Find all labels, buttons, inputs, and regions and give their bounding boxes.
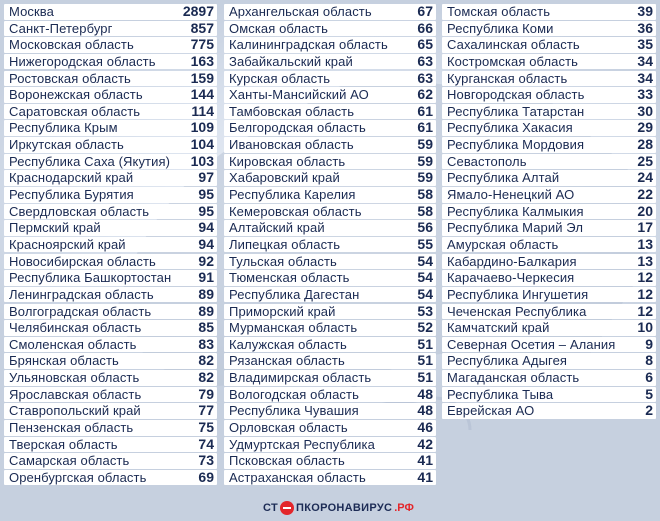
region-name: Приморский край [229,303,336,319]
region-row [4,254,217,270]
case-count: 95 [198,202,214,219]
region-row [4,403,217,419]
case-count: 22 [637,186,653,203]
region-row [442,254,656,270]
region-row [4,120,217,136]
case-count: 2 [645,402,653,419]
region-name: Республика Карелия [229,187,356,203]
case-count: 94 [198,219,214,236]
region-row [4,220,217,236]
region-name: Брянская область [9,353,119,369]
region-name: Чеченская Республика [447,303,587,319]
region-row [224,187,436,203]
region-row [4,320,217,336]
region-name: Белгородская область [229,120,366,136]
case-count: 12 [637,269,653,286]
case-count: 77 [198,402,214,419]
region-row [224,453,436,469]
region-row [4,387,217,403]
case-count: 34 [637,52,653,69]
region-name: Хабаровский край [229,170,340,186]
region-name: Магаданская область [447,370,580,386]
case-count: 89 [198,302,214,319]
region-name: Липецкая область [229,236,341,252]
region-name: Пермский край [9,220,101,236]
region-name: Республика Тыва [447,386,554,402]
region-row [4,204,217,220]
case-count: 63 [417,69,433,86]
case-count: 28 [637,136,653,153]
region-row [224,304,436,320]
column-3 [442,4,656,420]
region-name: Рязанская область [229,353,345,369]
case-count: 25 [637,152,653,169]
case-count: 12 [637,302,653,319]
case-count: 51 [417,369,433,386]
case-count: 51 [417,335,433,352]
region-row [442,237,656,253]
case-count: 59 [417,136,433,153]
region-row [224,54,436,70]
region-row [4,154,217,170]
case-count: 775 [190,36,214,53]
region-name: Владимирская область [229,370,372,386]
case-count: 20 [637,202,653,219]
case-count: 54 [417,285,433,302]
region-row [224,21,436,37]
region-row [442,21,656,37]
region-name: Тамбовская область [229,103,355,119]
region-name: Новгородская область [447,87,585,103]
region-row [442,154,656,170]
region-row [442,204,656,220]
case-count: 48 [417,402,433,419]
region-row [442,370,656,386]
case-count: 67 [417,3,433,19]
region-name: Республика Калмыкия [447,203,584,219]
region-row [4,370,217,386]
case-count: 9 [645,335,653,352]
region-row [224,154,436,170]
region-name: Северная Осетия – Алания [447,336,616,352]
region-row [442,137,656,153]
region-name: Карачаево-Черкесия [447,270,575,286]
case-count: 51 [417,352,433,369]
region-name: Республика Дагестан [229,286,360,302]
case-count: 10 [637,319,653,336]
case-count: 114 [191,102,214,119]
case-count: 36 [637,19,653,36]
case-count: 55 [417,235,433,252]
region-name: Ямало-Ненецкий АО [447,187,575,203]
region-row [4,71,217,87]
region-name: Республика Коми [447,20,554,36]
case-count: 12 [637,285,653,302]
region-name: Челябинская область [9,320,142,336]
case-count: 34 [637,69,653,86]
case-count: 82 [198,352,214,369]
region-name: Волгоградская область [9,303,152,319]
region-name: Калининградская область [229,37,388,53]
case-count: 97 [198,169,214,186]
region-name: Сахалинская область [447,37,580,53]
region-row [4,470,217,486]
case-count: 61 [417,102,433,119]
region-name: Орловская область [229,420,348,436]
region-name: Омская область [229,20,328,36]
case-count: 61 [417,119,433,136]
case-count: 13 [637,235,653,252]
region-row [4,87,217,103]
region-row [224,104,436,120]
region-name: Калужская область [229,336,347,352]
region-name: Республика Крым [9,120,118,136]
region-row [4,353,217,369]
region-name: Томская область [447,4,551,19]
region-name: Вологодская область [229,386,359,402]
case-count: 91 [198,269,214,286]
case-count: 66 [417,19,433,36]
region-name: Астраханская область [229,469,366,485]
region-name: Новосибирская область [9,253,156,269]
region-name: Ивановская область [229,137,354,153]
region-name: Санкт-Петербург [9,20,113,36]
region-name: Республика Адыгея [447,353,568,369]
case-count: 17 [637,219,653,236]
case-count: 104 [190,136,214,153]
region-name: Республика Мордовия [447,137,585,153]
case-count: 13 [637,252,653,269]
region-row [224,71,436,87]
region-name: Ханты-Мансийский АО [229,87,369,103]
region-name: Кировская область [229,153,346,169]
region-row [442,54,656,70]
region-name: Республика Башкортостан [9,270,172,286]
region-row [224,420,436,436]
region-name: Курганская область [447,70,568,86]
region-name: Ульяновская область [9,370,140,386]
case-count: 92 [198,252,214,269]
region-name: Кабардино-Балкария [447,253,577,269]
region-name: Республика Ингушетия [447,286,589,302]
case-count: 109 [190,119,214,136]
case-count: 89 [198,285,214,302]
case-count: 39 [637,3,653,19]
region-row [442,337,656,353]
case-count: 144 [190,86,214,103]
case-count: 41 [417,468,433,485]
region-row [224,220,436,236]
case-count: 54 [417,252,433,269]
region-name: Еврейская АО [447,403,535,419]
case-count: 75 [198,419,214,436]
region-row [4,37,217,53]
region-name: Ленинградская область [9,286,154,302]
region-name: Республика Хакасия [447,120,573,136]
case-count: 24 [637,169,653,186]
case-count: 65 [417,36,433,53]
region-row [442,4,656,20]
region-name: Иркутская область [9,137,124,153]
region-row [4,137,217,153]
region-name: Архангельская область [229,4,372,19]
region-name: Московская область [9,37,134,53]
region-row [4,104,217,120]
region-row [442,220,656,236]
region-name: Республика Бурятия [9,187,134,203]
region-row [4,54,217,70]
stop-sign-icon [280,501,294,515]
region-row [224,254,436,270]
case-count: 5 [645,385,653,402]
case-count: 73 [198,452,214,469]
case-count: 79 [198,385,214,402]
case-count: 6 [645,369,653,386]
case-count: 857 [190,19,214,36]
case-count: 2897 [182,3,214,19]
case-count: 74 [198,435,214,452]
region-name: Пензенская область [9,420,134,436]
case-count: 58 [417,202,433,219]
region-name: Нижегородская область [9,53,156,69]
case-count: 41 [417,452,433,469]
case-count: 59 [417,152,433,169]
brand-text-domain: .РФ [394,502,414,514]
case-count: 42 [417,435,433,452]
case-count: 8 [645,352,653,369]
region-name: Красноярский край [9,236,126,252]
region-name: Костромская область [447,53,579,69]
stopcoronavirus-logo [263,498,414,518]
region-name: Республика Саха (Якутия) [9,153,171,169]
region-row [4,270,217,286]
region-name: Самарская область [9,453,130,469]
region-row [442,320,656,336]
case-count: 29 [637,119,653,136]
region-row [224,137,436,153]
region-row [442,353,656,369]
region-row [224,270,436,286]
case-count: 46 [417,419,433,436]
region-row [442,71,656,87]
region-row [224,237,436,253]
case-count: 82 [198,369,214,386]
case-count: 52 [417,319,433,336]
region-row [442,37,656,53]
region-name: Республика Татарстан [447,103,585,119]
region-name: Свердловская область [9,203,150,219]
region-row [224,353,436,369]
region-name: Амурская область [447,236,559,252]
region-name: Курская область [229,70,331,86]
region-row [442,270,656,286]
region-row [224,120,436,136]
region-name: Алтайский край [229,220,325,236]
region-row [4,337,217,353]
region-row [224,437,436,453]
region-name: Забайкальский край [229,53,353,69]
region-row [4,287,217,303]
region-name: Тверская область [9,436,118,452]
case-count: 59 [417,169,433,186]
case-count: 63 [417,52,433,69]
case-count: 159 [190,69,214,86]
column-1 [4,4,217,487]
region-name: Тюменская область [229,270,350,286]
region-row [442,304,656,320]
region-row [442,170,656,186]
case-count: 33 [637,86,653,103]
region-name: Кемеровская область [229,203,362,219]
case-count: 103 [190,152,214,169]
case-count: 83 [198,335,214,352]
case-count: 30 [637,102,653,119]
case-count: 56 [417,219,433,236]
region-row [4,420,217,436]
brand-text-start: СТ [263,502,278,514]
region-row [224,170,436,186]
brand-text-main: ПКОРОНАВИРУС [296,502,393,514]
region-row [442,87,656,103]
region-name: Воронежская область [9,87,143,103]
region-name: Севастополь [447,153,527,169]
region-row [4,4,217,20]
case-count: 53 [417,302,433,319]
region-row [224,204,436,220]
region-row [4,237,217,253]
region-name: Удмуртская Республика [229,436,375,452]
region-name: Республика Марий Эл [447,220,584,236]
case-count: 85 [198,319,214,336]
region-row [442,387,656,403]
region-row [442,287,656,303]
region-row [4,437,217,453]
region-name: Тульская область [229,253,337,269]
region-name: Республика Чувашия [229,403,359,419]
case-count: 94 [198,235,214,252]
region-name: Камчатский край [447,320,550,336]
region-name: Ставропольский край [9,403,141,419]
region-name: Псковская область [229,453,345,469]
case-count: 163 [190,52,214,69]
column-2 [224,4,436,487]
region-row [224,370,436,386]
region-row [224,337,436,353]
region-row [4,21,217,37]
region-row [224,387,436,403]
case-count: 48 [417,385,433,402]
region-row [224,403,436,419]
region-row [4,187,217,203]
region-name: Мурманская область [229,320,358,336]
region-name: Ярославская область [9,386,142,402]
region-name: Саратовская область [9,103,141,119]
region-row [442,104,656,120]
region-row [224,37,436,53]
case-count: 69 [198,468,214,485]
region-row [4,453,217,469]
region-name: Ростовская область [9,70,131,86]
region-row [4,304,217,320]
region-name: Краснодарский край [9,170,134,186]
region-name: Республика Алтай [447,170,560,186]
case-count: 62 [417,86,433,103]
region-row [224,320,436,336]
region-name: Смоленская область [9,336,137,352]
case-count: 95 [198,186,214,203]
case-count: 54 [417,269,433,286]
region-row [4,170,217,186]
region-row [224,470,436,486]
region-row [442,187,656,203]
region-name: Москва [9,4,54,19]
case-count: 58 [417,186,433,203]
region-row [224,287,436,303]
region-row [442,120,656,136]
region-row [224,4,436,20]
region-row [224,87,436,103]
case-count: 35 [637,36,653,53]
region-row [442,403,656,419]
region-name: Оренбургская область [9,469,147,485]
